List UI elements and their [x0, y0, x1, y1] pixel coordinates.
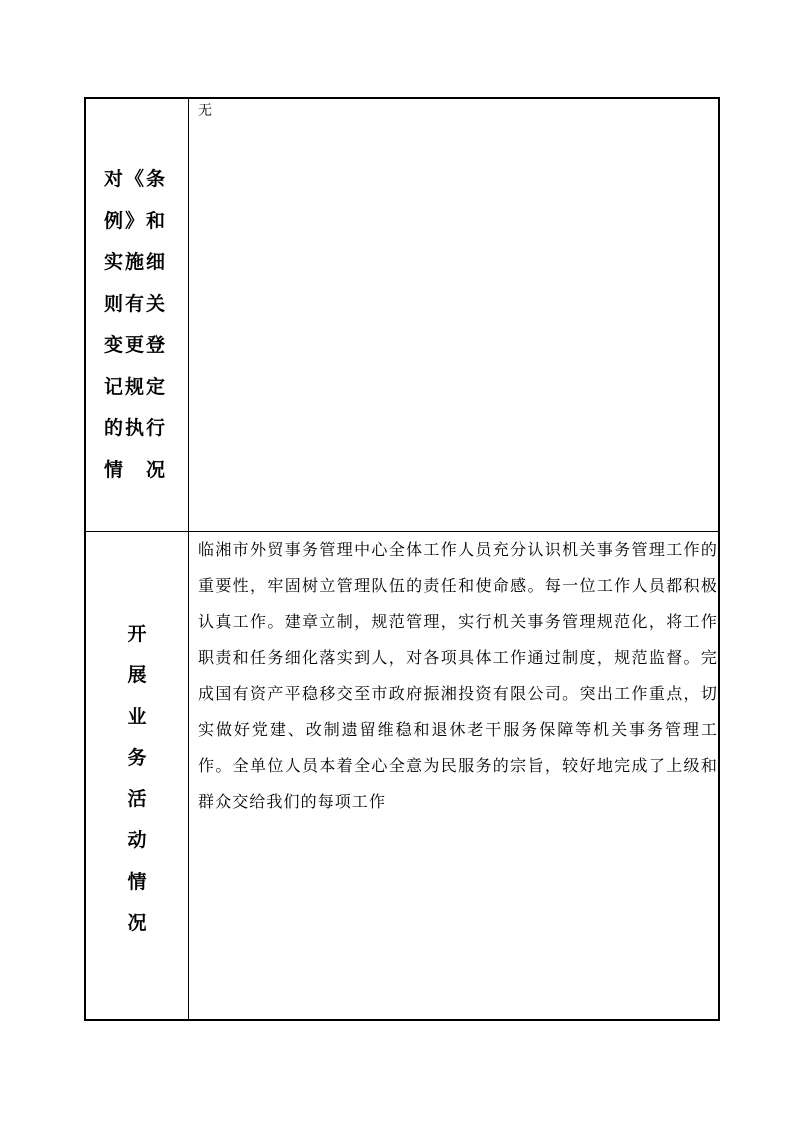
regulation-execution-content: 无 [198, 103, 212, 119]
business-activities-row [86, 531, 718, 1019]
label-char: 业 [127, 705, 147, 728]
annual-report-table [84, 97, 720, 1021]
regulation-execution-content-cell [189, 99, 718, 531]
label-line: 记规定 [104, 375, 168, 398]
label-char: 情 [127, 870, 147, 893]
label-char: 况 [127, 912, 147, 935]
regulation-execution-label [104, 159, 174, 491]
business-activities-label-cell [86, 532, 189, 1019]
label-line: 的执行 [104, 417, 168, 439]
label-char: 开 [127, 623, 147, 645]
label-char: 活 [127, 788, 147, 811]
label-line: 实施细 [104, 251, 168, 273]
business-activities-content-cell [189, 532, 718, 1019]
regulation-execution-row [86, 99, 718, 531]
label-char: 务 [127, 746, 147, 769]
label-line: 例》和 [104, 209, 168, 232]
business-activities-label [86, 614, 188, 944]
label-line: 则有关 [104, 292, 168, 315]
label-line: 变更登 [104, 334, 168, 356]
regulation-execution-label-cell [86, 99, 189, 531]
label-char: 动 [127, 829, 147, 852]
business-activities-content: 临湘市外贸事务管理中心全体工作人员充分认识机关事务管理工作的重要性，牢固树立管理队伍的责任和使命感。每一位工作人员都积极认真工作。建章立制，规范管理，实行机关事务管理规范化，将工作职责和任务细化落实到人，对各项具体工作通过制度，规范监督。完成国有资产平稳移交至市政府振湘投资有限公司。突出工作重点，切实做好党建、改制遗留维稳和退休老干服务保障等机关事务管理工作。全单位人员本着全心全意为民服务的宗旨，较好地完成了上级和群众交给我们的每项工作 [198, 540, 718, 811]
label-line: 情 况 [104, 458, 168, 481]
label-line: 对《条 [104, 168, 168, 190]
label-char: 展 [127, 664, 147, 687]
